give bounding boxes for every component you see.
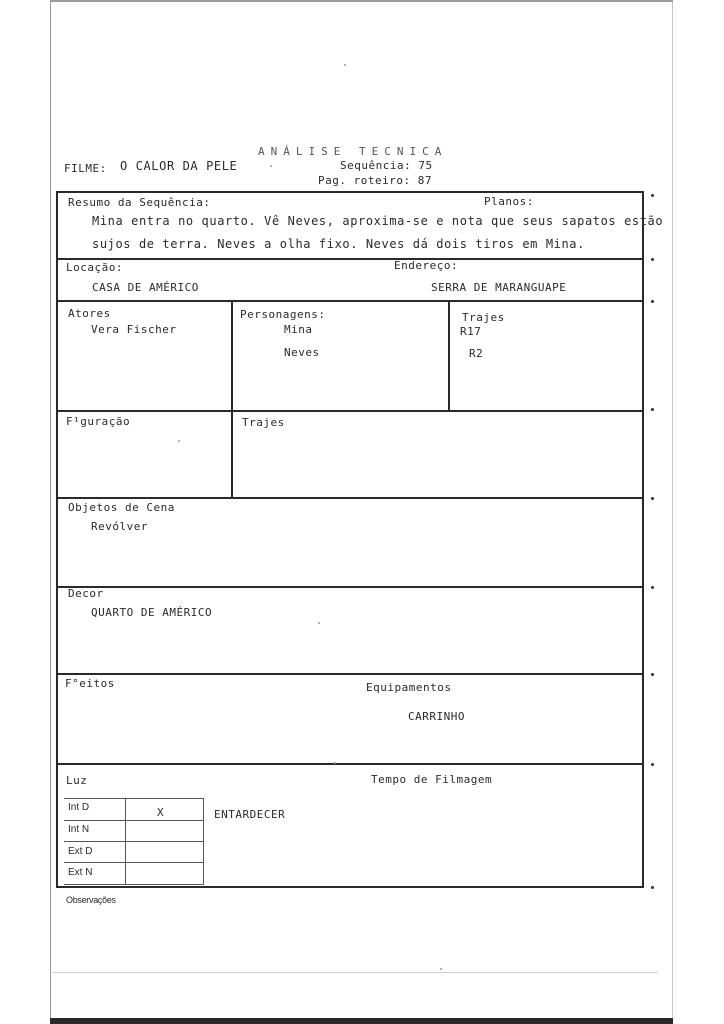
resumo-line-1: Mina entra no quarto. Vê Neves, aproxima-se e nota que seus sapatos estão bbox=[92, 214, 664, 228]
margin-dot bbox=[651, 497, 654, 500]
luz-row-label: Ext N bbox=[68, 867, 93, 878]
atores-label: Atores bbox=[68, 307, 111, 320]
margin-dot bbox=[651, 586, 654, 589]
scan-speck bbox=[440, 968, 442, 970]
luz-grid-line bbox=[64, 841, 204, 842]
frame-left-line bbox=[56, 191, 58, 888]
filme-label: FILME: bbox=[64, 162, 107, 175]
form-title: ANÁLISE TECNICA bbox=[258, 145, 448, 158]
divider-locacao bbox=[56, 300, 644, 302]
planos-label: Planos: bbox=[484, 195, 534, 208]
luz-grid-line bbox=[64, 820, 204, 821]
divider-col-atores bbox=[231, 300, 233, 497]
pag-roteiro: Pag. roteiro: 87 bbox=[318, 174, 432, 187]
luz-row-label: Ext D bbox=[68, 846, 93, 857]
tempo-filmagem-label: Tempo de Filmagem bbox=[371, 773, 493, 786]
resumo-label: Resumo da Sequência: bbox=[68, 196, 211, 209]
ator-item: Vera Fischer bbox=[91, 323, 177, 336]
divider-resumo bbox=[56, 258, 644, 260]
divider-elenco bbox=[56, 410, 644, 412]
endereco-value: SERRA DE MARANGUAPE bbox=[431, 281, 567, 294]
sheet-right-edge bbox=[672, 0, 673, 1024]
luz-grid-divider bbox=[203, 798, 204, 884]
margin-dot bbox=[651, 886, 654, 889]
personagem-item: Mina bbox=[284, 323, 313, 336]
decor-value: QUARTO DE AMÉRICO bbox=[91, 606, 213, 619]
divider-figuracao bbox=[56, 497, 644, 499]
luz-grid-line bbox=[64, 798, 204, 799]
endereco-label: Endereço: bbox=[394, 259, 459, 272]
figuracao-label: F¹guração bbox=[66, 415, 131, 428]
scan-speck bbox=[334, 762, 336, 764]
divider-efeitos bbox=[56, 763, 644, 765]
equipamentos-value: CARRINHO bbox=[408, 710, 465, 723]
luz-note: ENTARDECER bbox=[214, 808, 286, 821]
scan-speck bbox=[344, 64, 346, 66]
filme-value: O CALOR DA PELE bbox=[120, 159, 238, 173]
margin-dot bbox=[651, 194, 654, 197]
margin-dot bbox=[651, 673, 654, 676]
equipamentos-label: Equipamentos bbox=[366, 681, 452, 694]
frame-right-line bbox=[642, 191, 644, 888]
luz-row-label: Int N bbox=[68, 824, 90, 835]
trajes-label: Trajes bbox=[462, 311, 505, 324]
divider-objetos bbox=[56, 586, 644, 588]
scan-speck bbox=[318, 622, 320, 624]
objetos-label: Objetos de Cena bbox=[68, 501, 175, 514]
locacao-value: CASA DE AMÉRICO bbox=[92, 281, 199, 294]
margin-dot bbox=[651, 300, 654, 303]
personagens-label: Personagens: bbox=[240, 308, 326, 321]
sheet-left-edge bbox=[50, 0, 51, 1024]
decor-label: Decor bbox=[68, 587, 104, 600]
margin-dot bbox=[651, 408, 654, 411]
luz-label: Luz bbox=[66, 774, 88, 787]
luz-grid-line bbox=[64, 862, 204, 863]
resumo-line-2: sujos de terra. Neves a olha fixo. Neves dá dois tiros em Mina. bbox=[92, 237, 585, 251]
luz-grid-line bbox=[64, 884, 204, 885]
traje-item: R2 bbox=[469, 347, 484, 360]
scan-speck bbox=[178, 440, 180, 442]
observacoes-label: Observações bbox=[66, 895, 116, 905]
figuracao-trajes-label: Trajes bbox=[242, 416, 285, 429]
luz-row-mark: X bbox=[157, 806, 165, 819]
scan-speck bbox=[270, 165, 272, 167]
traje-item: R17 bbox=[460, 325, 482, 338]
frame-bottom-line bbox=[56, 886, 644, 888]
personagem-item: Neves bbox=[284, 346, 320, 359]
locacao-label: Locação: bbox=[66, 261, 123, 274]
frame-top-line bbox=[56, 191, 644, 193]
objetos-value: Revólver bbox=[91, 520, 148, 533]
sheet-top-edge bbox=[50, 0, 673, 2]
efeitos-label: F°eitos bbox=[65, 677, 115, 690]
sheet-bottom-edge bbox=[50, 1018, 673, 1024]
margin-dot bbox=[651, 258, 654, 261]
sequencia: Sequência: 75 bbox=[340, 159, 433, 172]
luz-grid-divider bbox=[125, 798, 126, 884]
margin-dot bbox=[651, 763, 654, 766]
divider-col-trajes bbox=[448, 300, 450, 410]
luz-row-label: Int D bbox=[68, 802, 90, 813]
sheet-foot-line bbox=[52, 972, 658, 973]
divider-decor bbox=[56, 673, 644, 675]
